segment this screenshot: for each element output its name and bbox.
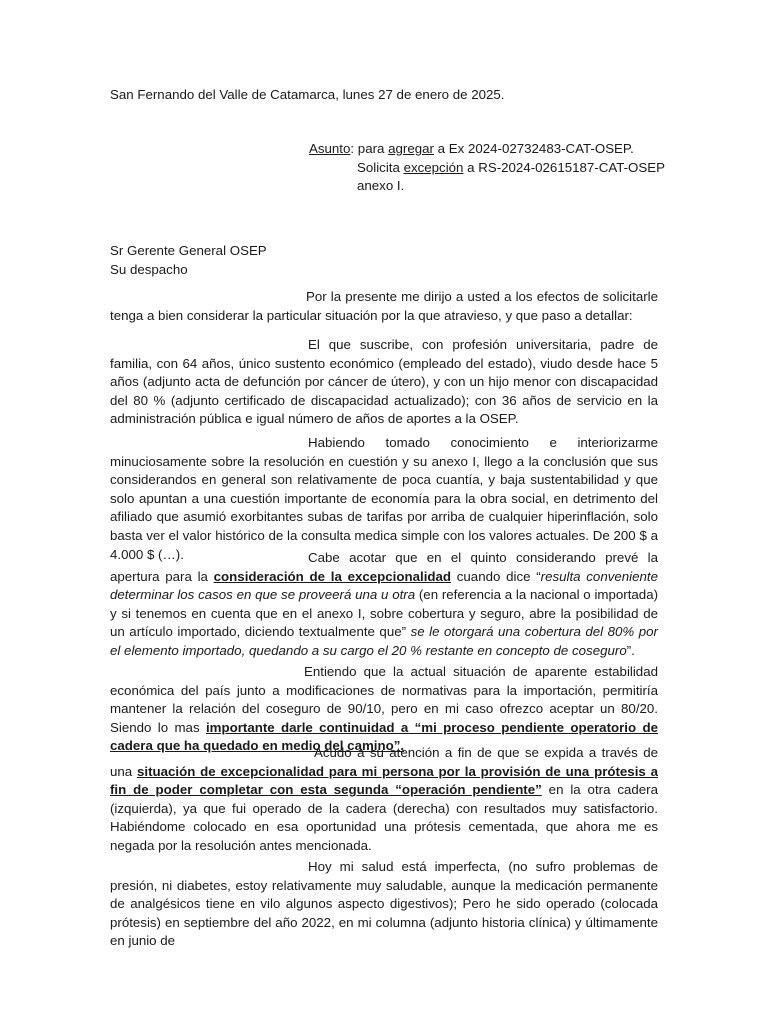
addressee-line-2: Su despacho bbox=[110, 261, 188, 277]
addressee-block bbox=[110, 242, 658, 279]
p4-text-g: ”. bbox=[626, 642, 635, 658]
paragraph-personal-situation bbox=[110, 336, 658, 429]
paragraph-request bbox=[110, 744, 658, 856]
subject-line-2 bbox=[309, 159, 669, 178]
p4-quote-2: se le otorgará una cobertura del 80% por el elemento importado, quedando a su cargo el 20 % restante en concepto de coseguro bbox=[110, 624, 658, 658]
paragraph-resolution-analysis bbox=[110, 434, 658, 564]
p5-text-a: Entiendo que la actual situación de aparente estabilidad económica del país junto a modificaciones de normativas para la importación, permitiría mantener la relación del coseguro de 90/10, pero en mi caso ofrezco aceptar un 80/20. Siendo lo mas bbox=[110, 664, 658, 735]
paragraph-health-text: Hoy mi salud está imperfecta, (no sufro problemas de presión, ni diabetes, estoy relativamente muy saludable, aunque la medicación permanente de analgésicos tiene en vilo algunos aspecto digestivos); Pero he sido operado (colocada prótesis) en septiembre del año 2022, en mi columna (adjunto historia clínica) y últimamente en junio de bbox=[110, 859, 658, 949]
p4-emphasis: consideración de la excepcionalidad bbox=[213, 568, 452, 584]
p5-emphasis: importante darle continuidad a “mi proceso pendiente operatorio de cadera que ha quedado en medio del camino”. bbox=[110, 719, 658, 754]
addressee-line-1: Sr Gerente General OSEP bbox=[110, 243, 267, 258]
paragraph-intro-text: Por la presente me dirijo a usted a los efectos de solicitarle tenga a bien considerar la particular situación por la que atravieso, y que paso a detallar: bbox=[110, 289, 658, 323]
subject-line-1-underlined: agregar bbox=[388, 141, 434, 156]
subject-line-1-pre: : para bbox=[350, 141, 389, 156]
paragraph-intro bbox=[110, 288, 658, 325]
p4-text-e: (en referencia a la nacional o importada) y si tenemos en cuenta que en el anexo I, sobre cobertura y seguro, abre la posibilidad de un artículo importado, diciendo textualmente que” bbox=[110, 587, 659, 640]
subject-line-2-underlined: excepción bbox=[403, 159, 464, 175]
p4-text-c: cuando dice “ bbox=[451, 568, 541, 584]
paragraph-economic-context bbox=[110, 663, 658, 756]
subject-label: Asunto bbox=[309, 141, 351, 156]
subject-line-2-post: a RS-2024-02615187-CAT-OSEP bbox=[463, 159, 665, 175]
paragraph-health bbox=[110, 858, 658, 951]
subject-line-2-pre: Solicita bbox=[357, 159, 404, 175]
paragraph-exception-clause bbox=[110, 549, 658, 661]
subject-block bbox=[309, 140, 669, 196]
p6-text-a: Acudo a su atención a fin de que se expida a través de una bbox=[110, 745, 658, 779]
p6-text-c: en la otra cadera (izquierda), ya que fui operado de la cadera (derecha) con resultados muy satisfactorio. Habiéndome colocado en esa oportunidad una prótesis cementada, que ahora me es negada por la resolución antes mencionada. bbox=[110, 782, 658, 853]
subject-line-3: anexo I. bbox=[357, 178, 405, 194]
p4-quote-1: resulta conveniente determinar los casos en que se proveerá una u otra bbox=[110, 568, 658, 603]
date-line: San Fernando del Valle de Catamarca, lunes 27 de enero de 2025. bbox=[110, 87, 505, 102]
paragraph-resolution-analysis-text: Habiendo tomado conocimiento e interiorizarme minuciosamente sobre la resolución en cuestión y su anexo I, llego a la conclusión que sus considerandos en general son relativamente de poca cuantía, y baja sustentabilidad y que solo apuntan a una cuestión importante de economía para la obra social, en detrimento del afiliado que asumió exorbitantes subas de tarifas por arriba de cualquier hiperinflación, solo basta ver el valor histórico de la consulta medica simple con los valores actuales. De 200 $ a 4.000 $ (…). bbox=[110, 435, 658, 562]
paragraph-personal-situation-text: El que suscribe, con profesión universitaria, padre de familia, con 64 años, único sustento económico (empleado del estado), viudo desde hace 5 años (adjunto acta de defunción por cáncer de útero), y con un hijo menor con discapacidad del 80 % (adjunto certificado de discapacidad actualizado); con 36 años de servicio en la administración pública e igual número de años de aportes a la OSEP. bbox=[110, 337, 658, 427]
subject-line-1-post: a Ex 2024-02732483-CAT-OSEP. bbox=[433, 141, 634, 156]
p4-text-a: Cabe acotar que en el quinto considerando prevé la apertura para la bbox=[110, 550, 658, 584]
p6-emphasis: situación de excepcionalidad para mi persona por la provisión de una prótesis a fin de poder completar con esta segunda “operación pendiente” bbox=[110, 763, 658, 798]
